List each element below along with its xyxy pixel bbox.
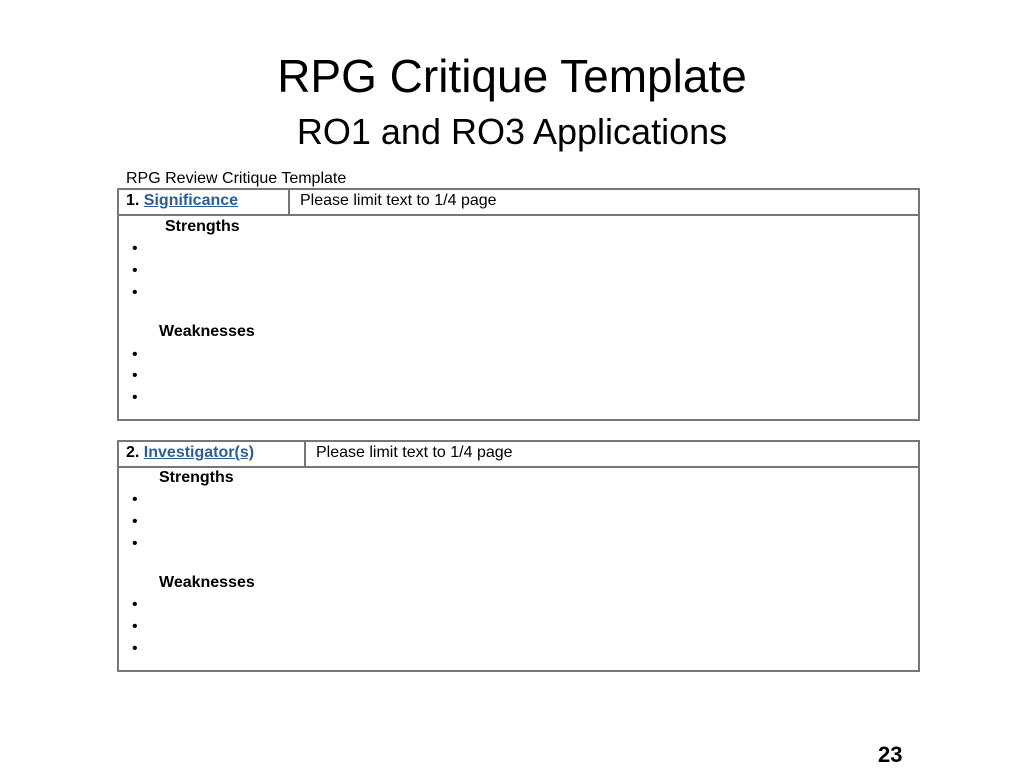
page-number: 23	[878, 742, 903, 767]
section-title-cell	[119, 442, 306, 466]
strength-bullet: •	[132, 513, 138, 530]
section-significance	[117, 188, 920, 421]
section-header	[119, 442, 918, 468]
weakness-bullet: •	[132, 618, 138, 635]
weaknesses-label: Weaknesses	[159, 574, 255, 591]
template-heading: RPG Review Critique Template	[126, 170, 347, 187]
weakness-bullet: •	[132, 346, 138, 363]
strengths-label: Strengths	[165, 218, 240, 235]
section-title-cell	[119, 190, 290, 214]
investigators-link[interactable]: Investigator(s)	[143, 444, 255, 461]
section-investigators	[117, 440, 920, 672]
section-number: 1.	[126, 192, 140, 209]
slide-subtitle: RO1 and RO3 Applications	[296, 111, 728, 152]
weakness-bullet: •	[132, 367, 138, 384]
weakness-bullet: •	[132, 640, 138, 657]
section-number: 2.	[126, 444, 140, 461]
section-note: Please limit text to 1/4 page	[300, 192, 497, 209]
strength-bullet: •	[132, 535, 138, 552]
slide-title: RPG Critique Template	[277, 50, 747, 102]
weakness-bullet: •	[132, 389, 138, 406]
strength-bullet: •	[132, 240, 138, 257]
section-header	[119, 190, 918, 216]
weakness-bullet: •	[132, 596, 138, 613]
section-note: Please limit text to 1/4 page	[316, 444, 513, 461]
significance-link[interactable]: Significance	[143, 192, 239, 209]
weaknesses-label: Weaknesses	[159, 323, 255, 340]
strength-bullet: •	[132, 284, 138, 301]
strength-bullet: •	[132, 262, 138, 279]
strength-bullet: •	[132, 491, 138, 508]
strengths-label: Strengths	[159, 469, 234, 486]
